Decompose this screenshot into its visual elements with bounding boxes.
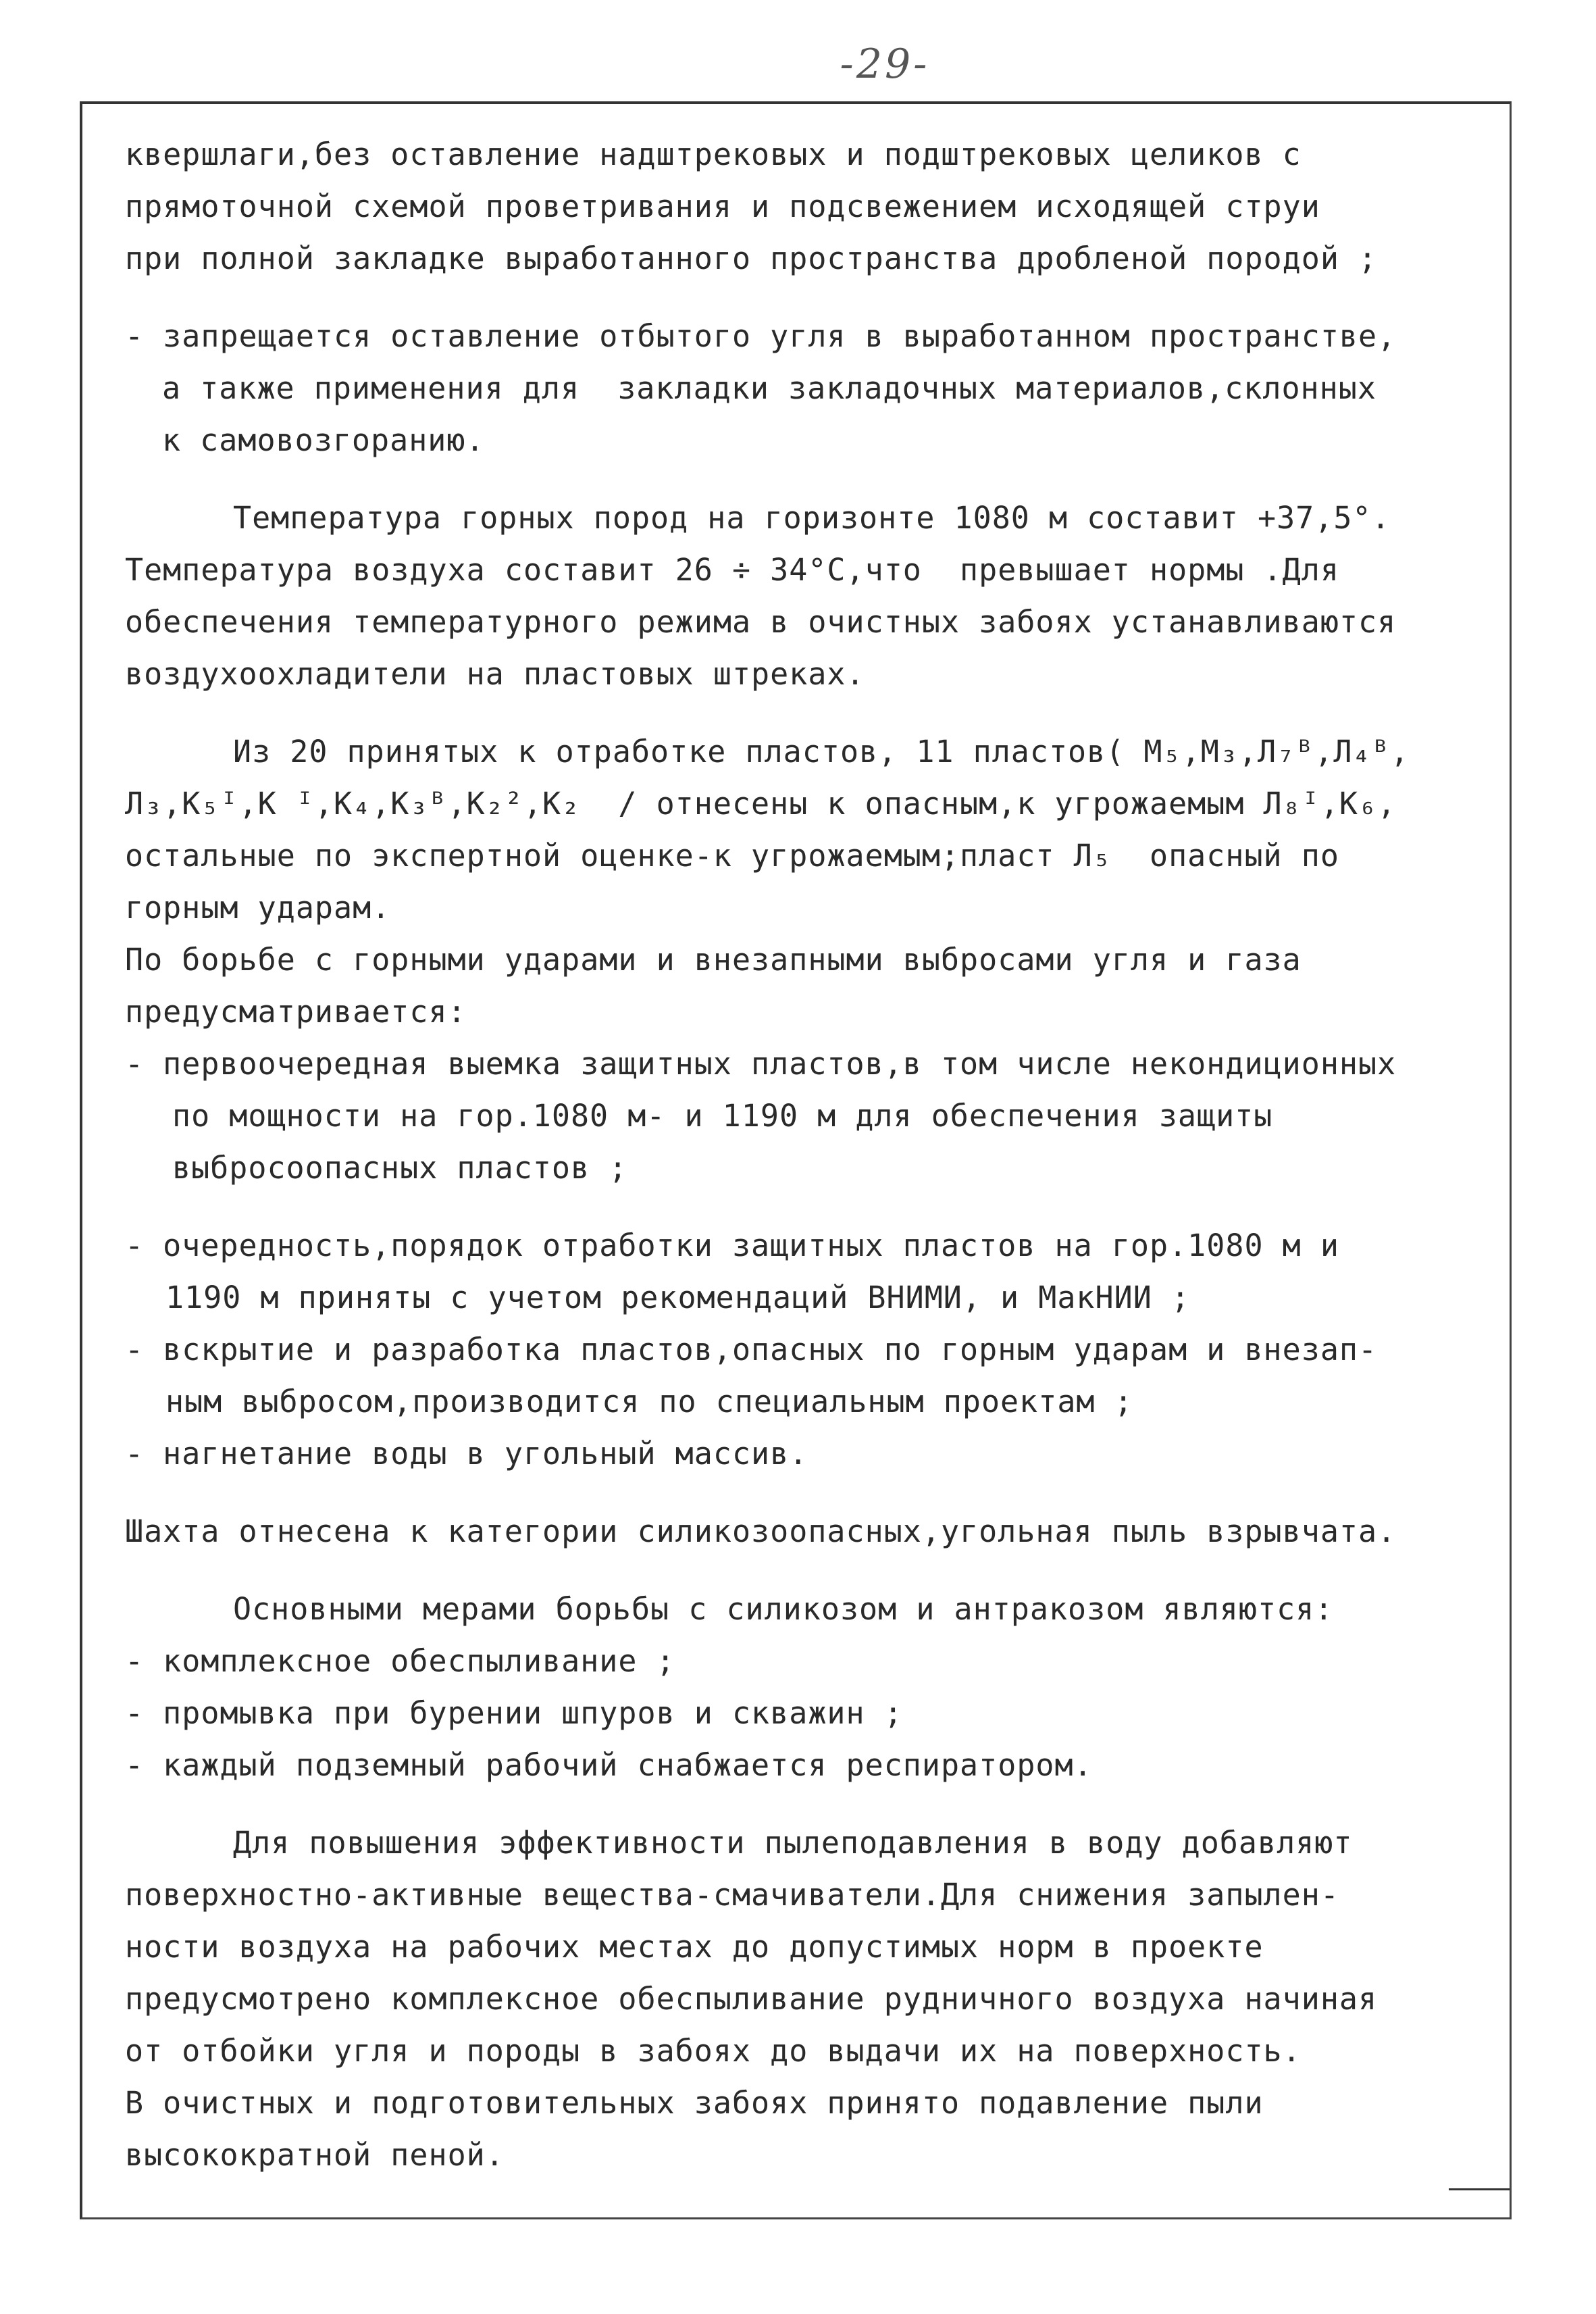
text-line: Л₃,К₅ᴵ,К ᴵ,К₄,К₃ᴮ,К₂²,К₂ / отнесены к опасным,к угрожаемым Л₈ᴵ,К₆,: [125, 786, 1397, 822]
paragraph-silicosis-category: [125, 1505, 1510, 1557]
text-line: В очистных и подготовительных забоях принято подавление пыли: [125, 2085, 1264, 2121]
text-line: Для повышения эффективности пылеподавления в воду добавляют: [233, 1825, 1353, 1861]
text-line: предусмотрено комплексное обеспыливание рудничного воздуха начиная: [125, 1981, 1378, 2017]
list-item: - очередность,порядок отработки защитных пластов на гор.1080 м и: [125, 1228, 1339, 1263]
text-line: прямоточной схемой проветривания и подсвежением исходящей струи: [125, 188, 1320, 224]
text-line: Из 20 принятых к отработке пластов, 11 пластов( М₅,М₃,Л₇ᴮ,Л₄ᴮ,: [233, 734, 1410, 770]
text-line: остальные по экспертной оценке-к угрожаемым;пласт Л₅ опасный по: [125, 838, 1339, 874]
text-line: квершлаги,без оставление надштрековых и подштрековых целиков с: [125, 136, 1302, 172]
text-line: Температура горных пород на горизонте 1080 м составит +37,5°.: [233, 500, 1391, 536]
list-item: - промывка при бурении шпуров и скважин ;: [125, 1695, 903, 1731]
list-item: - запрещается оставление отбытого угля в выработанном пространстве,: [125, 318, 1397, 354]
paragraph-measures: [125, 1219, 1510, 1480]
list-item: - каждый подземный рабочий снабжается респиратором.: [125, 1747, 1093, 1783]
text-line: при полной закладке выработанного пространства дробленой породой ;: [125, 241, 1378, 276]
text-line: 1190 м приняты с учетом рекомендаций ВНИМИ, и МакНИИ ;: [165, 1280, 1190, 1315]
text-line: высокократной пеной.: [125, 2137, 505, 2173]
text-line: к самовозгоранию.: [162, 422, 485, 458]
paragraph-silicosis-measures: [125, 1583, 1510, 1791]
text-line: а также применения для закладки закладочных материалов,склонных: [162, 370, 1376, 406]
paragraph-temperature: [125, 492, 1510, 700]
page-number: -29-: [840, 41, 930, 88]
list-item: - комплексное обеспыливание ;: [125, 1643, 675, 1679]
list-item: - нагнетание воды в угольный массив.: [125, 1436, 808, 1472]
paragraph-prohibition: [125, 310, 1510, 466]
paragraph-seams-hazard: [125, 726, 1510, 1194]
text-line: ным выбросом,производится по специальным проектам ;: [165, 1384, 1133, 1419]
text-line: от отбойки угля и породы в забоях до выдачи их на поверхность.: [125, 2033, 1302, 2069]
frame-corner-mark: [1449, 2188, 1510, 2190]
text-line: поверхностно-активные вещества-смачиватели.Для снижения запылен-: [125, 1877, 1339, 1913]
text-line: горным ударам.: [125, 890, 391, 926]
text-line: по мощности на гор.1080 м- и 1190 м для обеспечения защиты: [172, 1098, 1273, 1134]
list-item: - вскрытие и разработка пластов,опасных по горным ударам и внезап-: [125, 1332, 1378, 1367]
text-line: По борьбе с горными ударами и внезапными выбросами угля и газа: [125, 942, 1302, 978]
list-item: - первоочередная выемка защитных пластов,в том числе некондиционных: [125, 1046, 1397, 1082]
text-line: Температура воздуха составит 26 ÷ 34°С,что превышает нормы .Для: [125, 552, 1339, 588]
text-line: воздухоохладители на пластовых штреках.: [125, 656, 865, 692]
text-line: Шахта отнесена к категории силикозоопасных,угольная пыль взрывчата.: [125, 1513, 1397, 1549]
text-line: выбросоопасных пластов ;: [172, 1150, 628, 1186]
text-line: обеспечения температурного режима в очистных забоях устанавливаются: [125, 604, 1397, 640]
text-line: Основными мерами борьбы с силикозом и антракозом являются:: [233, 1591, 1334, 1627]
text-line: ности воздуха на рабочих местах до допустимых норм в проекте: [125, 1929, 1264, 1965]
paragraph-ventilation: [125, 128, 1510, 284]
text-line: предусматривается:: [125, 994, 467, 1030]
document-body: [125, 128, 1510, 2181]
paragraph-dust-suppression: [125, 1817, 1510, 2181]
